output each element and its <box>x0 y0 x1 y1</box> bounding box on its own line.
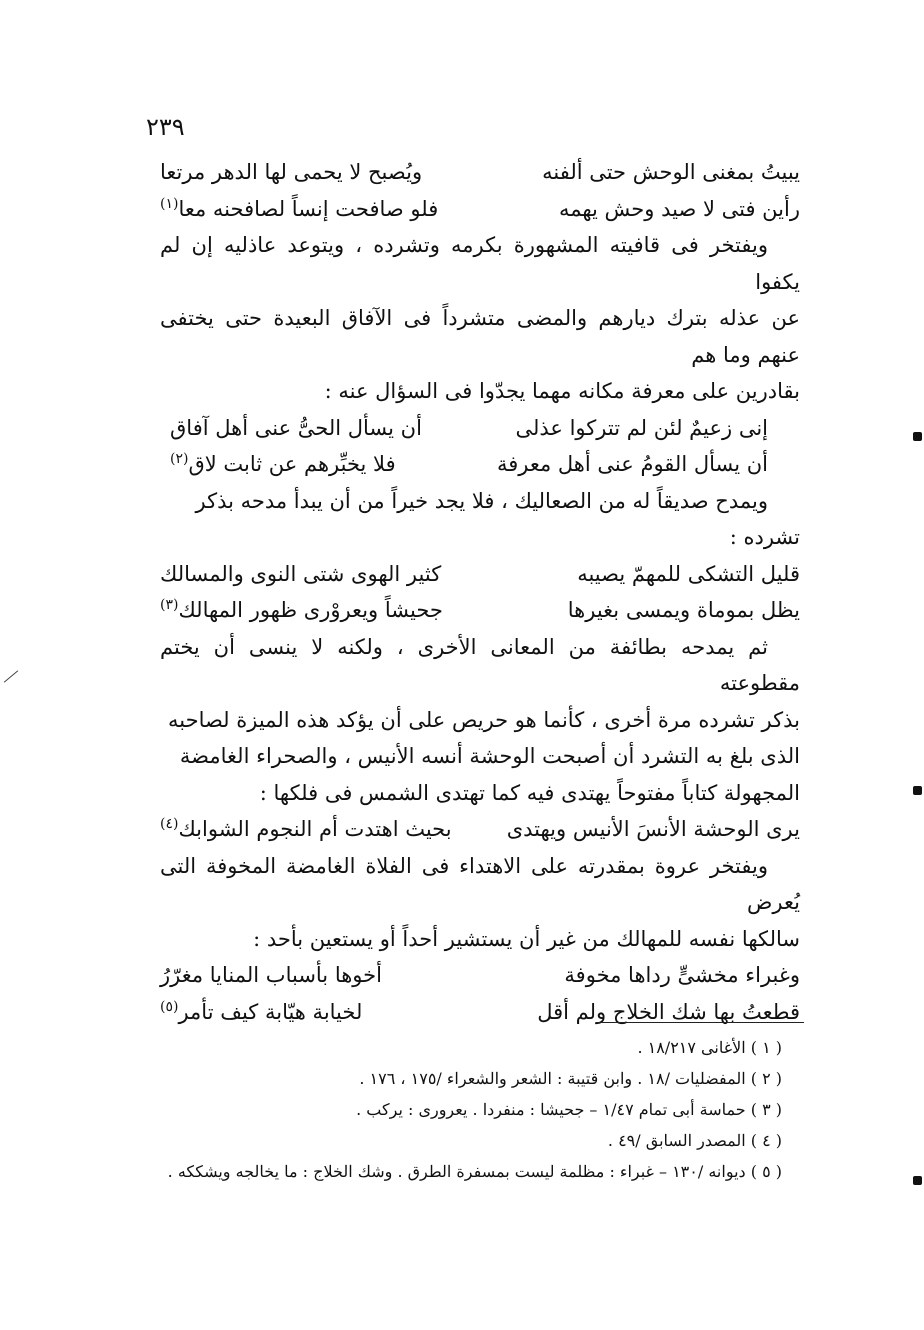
verse-line <box>160 410 800 447</box>
footnotes <box>160 1032 800 1187</box>
verse-hemistich-text: جحيشاً ويعروْرى ظهور المهالك <box>178 598 443 622</box>
verse-hemistich-left <box>170 446 396 483</box>
verse-hemistich-left <box>160 154 422 191</box>
footnote: ( ٤ ) المصدر السابق /٤٩ . <box>607 1131 782 1150</box>
verse-hemistich-right: إنى زعيمٌ لئن لم تتركوا عذلى <box>515 415 768 440</box>
footnote: ( ٥ ) ديوانه /١٣٠ – غبراء : مظلمة ليست بمسفرة الطرق . وشك الخلاج : ما يخالجه ويشككه . <box>167 1162 782 1181</box>
prose-line: تشرده : <box>729 525 800 549</box>
verse-hemistich-text: ويُصبح لا يحمى لها الدهر مرتعا <box>160 160 423 184</box>
footnote: ( ٣ ) حماسة أبى تمام ١/٤٧ – جحيشا : منفردا . يعرورى : يركب . <box>356 1100 782 1119</box>
margin-mark <box>913 432 922 441</box>
verse-hemistich-right: قطعتُ بها شك الخلاج ولم أقل <box>537 999 800 1024</box>
footnote-reference: (٤) <box>160 816 179 832</box>
verse-hemistich-text: لخيابة هيّابة كيف تأمر <box>178 999 363 1024</box>
footnote-reference: (٢) <box>170 451 189 467</box>
verse-line <box>160 957 800 994</box>
verse-line <box>160 446 800 483</box>
prose-line: ثم يمدحه بطائفة من المعانى الأخرى ، ولكنه لا ينسى أن يختم مقطوعته <box>160 634 800 695</box>
verse-hemistich-right: وغبراء مخشىٍّ رداها مخوفة <box>564 963 800 987</box>
prose-line: بقادرين على معرفة مكانه مهما يجدّوا فى السؤال عنه : <box>324 379 800 403</box>
footnote-reference: (١) <box>160 195 179 212</box>
verse-hemistich-text: كثير الهوى شتى النوى والمسالك <box>160 561 442 586</box>
verse-hemistich-right: رأين فتى لا صيد وحش يهمه <box>558 196 800 221</box>
verse-hemistich-left <box>160 191 438 228</box>
verse-line <box>160 556 800 593</box>
verse-hemistich-right: أن يسأل القومُ عنى أهل معرفة <box>496 452 768 476</box>
verse-hemistich-right: يظل بموماة ويمسى بغيرها <box>567 598 800 622</box>
footnote-divider <box>596 1022 804 1023</box>
prose-line: ويفتخر فى قافيته المشهورة بكرمه وتشرده ، ويتوعد عاذليه إن لم يكفوا <box>160 233 800 294</box>
footnote-reference: (٥) <box>160 998 179 1015</box>
verse-line <box>160 154 800 191</box>
footnote: ( ١ ) الأغانى ١٨/٢١٧ . <box>637 1038 782 1057</box>
verse-line <box>160 811 800 848</box>
margin-stroke <box>4 670 18 682</box>
margin-mark <box>913 786 922 795</box>
verse-hemistich-left <box>160 556 441 593</box>
prose-line: عن عذله بترك ديارهم والمضى متشرداً فى الآفاق البعيدة حتى يختفى عنهم وما هم <box>160 306 800 367</box>
prose-line: ويمدح صديقاً له من الصعاليك ، فلا يجد خيراً من أن يبدأ مدحه بذكر <box>195 488 768 513</box>
verse-line <box>160 592 800 629</box>
prose-line: المجهولة كتاباً مفتوحاً يهتدى فيه كما تهتدى الشمس فى فلكها : <box>259 780 800 805</box>
verse-hemistich-left <box>160 592 443 629</box>
prose-line: الذى بلغ به التشرد أن أصبحت الوحشة أنسه الأنيس ، والصحراء الغامضة <box>179 744 800 768</box>
verse-hemistich-text: أخوها بأسباب المنايا مغرّرُ <box>160 963 382 987</box>
verse-hemistich-text: فلو صافحت إنساً لصافحنه معا <box>178 196 439 221</box>
verse-hemistich-left <box>160 994 362 1031</box>
verse-hemistich-text: بحيث اهتدت أم النجوم الشوابك <box>178 817 452 841</box>
verse-line <box>160 994 800 1031</box>
prose-line: سالكها نفسه للمهالك من غير أن يستشير أحداً أو يستعين بأحد : <box>253 926 800 951</box>
footnote: ( ٢ ) المفضليات /١٨ . وابن قتيبة : الشعر والشعراء /١٧٥ ، ١٧٦ . <box>359 1069 782 1088</box>
main-text <box>160 154 800 1030</box>
verse-hemistich-left <box>160 957 382 994</box>
verse-line <box>160 191 800 228</box>
verse-hemistich-text: فلا يخبِّرهم عن ثابت لاق <box>188 452 396 476</box>
verse-hemistich-right: يبيتُ بمغنى الوحش حتى ألفنه <box>542 160 800 184</box>
prose-line: بذكر تشرده مرة أخرى ، كأنما هو حريص على أن يؤكد هذه الميزة لصاحبه <box>168 707 800 732</box>
verse-hemistich-left <box>170 410 422 447</box>
page-number: ٢٣٩ <box>146 113 185 141</box>
verse-hemistich-text: أن يسأل الحىُّ عنى أهل آفاق <box>170 415 422 440</box>
margin-mark <box>913 1176 922 1185</box>
verse-hemistich-right: قليل التشكى للمهمّ يصيبه <box>577 561 800 586</box>
footnote-reference: (٣) <box>160 597 179 613</box>
verse-hemistich-right: يرى الوحشة الأنسَ الأنيس ويهتدى <box>506 817 800 841</box>
prose-line: ويفتخر عروة بمقدرته على الاهتداء فى الفلاة الغامضة المخوفة التى يُعرض <box>160 853 800 914</box>
verse-hemistich-left <box>160 811 452 848</box>
